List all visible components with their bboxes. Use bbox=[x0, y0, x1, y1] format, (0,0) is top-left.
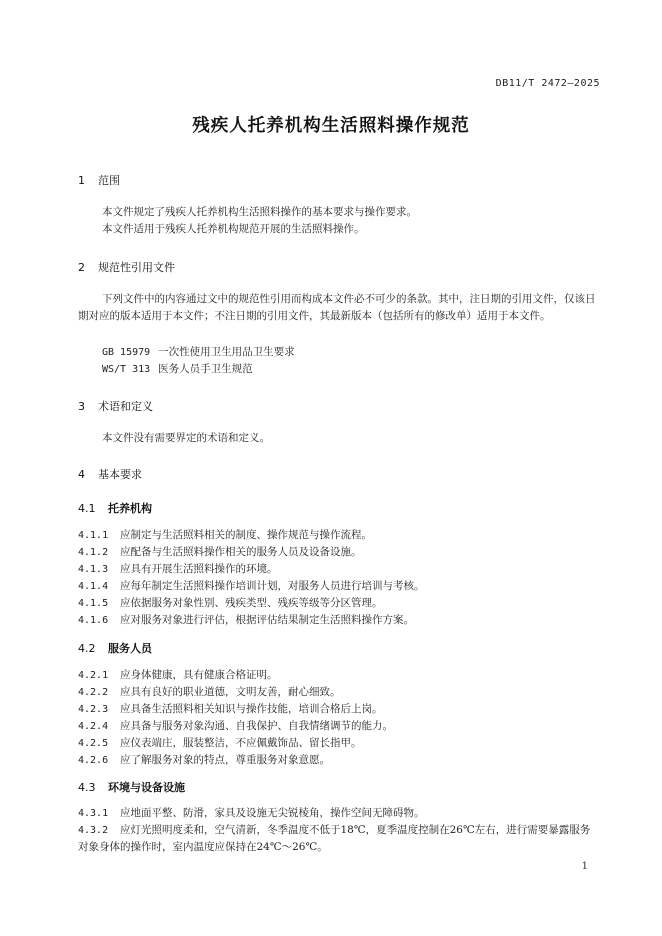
clause-item bbox=[78, 595, 600, 612]
section-1-para-1: 本文件规定了残疾人托养机构生活照料操作的基本要求与操作要求。 bbox=[102, 206, 417, 218]
clause-item bbox=[78, 701, 600, 718]
subsection-number: 4.1 bbox=[78, 502, 96, 515]
reference-item bbox=[102, 361, 253, 376]
subsection-4-1-heading bbox=[78, 500, 152, 516]
clause-item bbox=[78, 527, 600, 544]
subsection-number: 4.2 bbox=[78, 642, 96, 655]
clause-text: 应对服务对象进行评估，根据评估结果制定生活照料操作方案。 bbox=[120, 614, 414, 626]
clause-item bbox=[78, 805, 600, 822]
section-4-heading bbox=[78, 466, 142, 482]
clause-text: 应身体健康，具有健康合格证明。 bbox=[120, 669, 278, 681]
reference-title: 一次性使用卫生用品卫生要求 bbox=[158, 346, 295, 358]
section-title: 范围 bbox=[98, 174, 120, 187]
section-3-heading bbox=[78, 398, 153, 414]
clause-item bbox=[78, 667, 600, 684]
clause-number: 4.2.5 bbox=[78, 738, 109, 749]
clause-number: 4.1.3 bbox=[78, 564, 109, 575]
subsection-4-3-heading bbox=[78, 779, 185, 795]
clause-number: 4.1.2 bbox=[78, 547, 109, 558]
section-1-para-2: 本文件适用于残疾人托养机构规范开展的生活照料操作。 bbox=[102, 223, 365, 235]
clause-text: 应具备与服务对象沟通、自我保护、自我情绪调节的能力。 bbox=[120, 720, 393, 732]
clause-text: 应每年制定生活照料操作培训计划，对服务人员进行培训与考核。 bbox=[120, 580, 425, 592]
section-3-para: 本文件没有需要界定的术语和定义。 bbox=[102, 432, 270, 444]
clause-text: 应具有开展生活照料操作的环境。 bbox=[120, 563, 278, 575]
subsection-title: 托养机构 bbox=[108, 502, 152, 515]
clause-number: 4.1.1 bbox=[78, 530, 109, 541]
reference-code: WS/T 313 bbox=[102, 364, 151, 375]
clause-text: 应灯光照明度柔和，空气清新，冬季温度不低于18℃，夏季温度控制在26℃左右，进行需要暴露服务对象身体的操作时，室内温度应保持在24℃～26℃。 bbox=[78, 824, 591, 853]
clause-item bbox=[78, 578, 600, 595]
section-title: 基本要求 bbox=[98, 468, 142, 481]
clause-number: 4.1.5 bbox=[78, 598, 109, 609]
clause-number: 4.2.4 bbox=[78, 721, 109, 732]
clause-item bbox=[78, 752, 600, 769]
clause-text: 应了解服务对象的特点，尊重服务对象意愿。 bbox=[120, 754, 330, 766]
clause-text: 应具有良好的职业道德，文明友善，耐心细致。 bbox=[120, 686, 341, 698]
section-title: 术语和定义 bbox=[98, 400, 153, 413]
reference-title: 医务人员手卫生规范 bbox=[158, 363, 253, 375]
clause-item bbox=[78, 561, 600, 578]
clause-text: 应仪表端庄，服装整洁，不应佩戴饰品、留长指甲。 bbox=[120, 737, 362, 749]
clause-text: 应配备与生活照料操作相关的服务人员及设备设施。 bbox=[120, 546, 362, 558]
clause-item bbox=[78, 718, 600, 735]
section-number: 2 bbox=[78, 261, 85, 274]
section-2-intro: 下列文件中的内容通过文中的规范性引用而构成本文件必不可少的条款。其中，注日期的引用文件，仅该日期对应的版本适用于本文件；不注日期的引用文件，其最新版本（包括所有的修改单）适用于本文件。 bbox=[78, 293, 596, 322]
clause-number: 4.1.6 bbox=[78, 615, 109, 626]
clause-number: 4.2.1 bbox=[78, 670, 109, 681]
clause-item bbox=[78, 822, 600, 856]
clause-number: 4.2.2 bbox=[78, 687, 109, 698]
clause-text: 应地面平整、防滑，家具及设施无尖锐棱角，操作空间无障碍物。 bbox=[120, 807, 425, 819]
clause-text: 应制定与生活照料相关的制度、操作规范与操作流程。 bbox=[120, 529, 372, 541]
clause-item bbox=[78, 735, 600, 752]
clause-number: 4.1.4 bbox=[78, 581, 109, 592]
clause-text: 应依据服务对象性别、残疾类型、残疾等级等分区管理。 bbox=[120, 597, 383, 609]
subsection-title: 服务人员 bbox=[108, 642, 152, 655]
subsection-number: 4.3 bbox=[78, 781, 96, 794]
page-number: 1 bbox=[581, 861, 588, 872]
clause-number: 4.3.2 bbox=[78, 825, 109, 836]
section-title: 规范性引用文件 bbox=[98, 261, 175, 274]
clause-number: 4.3.1 bbox=[78, 808, 109, 819]
clause-item bbox=[78, 684, 600, 701]
section-number: 1 bbox=[78, 174, 85, 187]
subsection-title: 环境与设备设施 bbox=[108, 781, 185, 794]
reference-item bbox=[102, 344, 295, 359]
section-1-heading bbox=[78, 172, 120, 188]
standard-code: DB11/T 2472—2025 bbox=[495, 78, 600, 89]
section-number: 3 bbox=[78, 400, 85, 413]
reference-code: GB 15979 bbox=[102, 347, 151, 358]
section-2-heading bbox=[78, 259, 175, 275]
clause-number: 4.2.3 bbox=[78, 704, 109, 715]
clause-text: 应具备生活照料相关知识与操作技能，培训合格后上岗。 bbox=[120, 703, 383, 715]
subsection-4-2-heading bbox=[78, 640, 152, 656]
section-number: 4 bbox=[78, 468, 85, 481]
document-title: 残疾人托养机构生活照料操作规范 bbox=[192, 116, 470, 136]
clause-item bbox=[78, 612, 600, 629]
clause-item bbox=[78, 544, 600, 561]
clause-number: 4.2.6 bbox=[78, 755, 109, 766]
